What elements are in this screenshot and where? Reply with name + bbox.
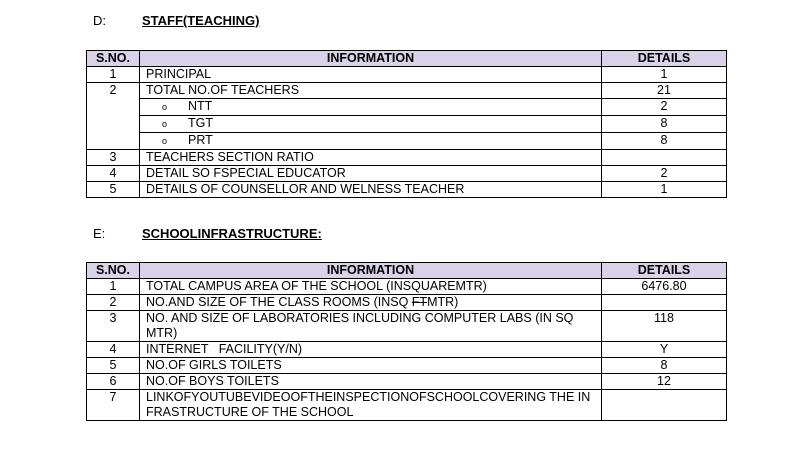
table-row [87,390,727,421]
cell-information: NO. AND SIZE OF LABORATORIES INCLUDING COMPUTER LABS (IN SQ MTR) [140,311,602,342]
cell-details: 1 [602,67,727,83]
cell-details: 8 [602,358,727,374]
table-header-row [87,51,727,67]
cell-sno: 6 [87,374,140,390]
table-row [87,279,727,295]
cell-details: 12 [602,374,727,390]
cell-information: INTERNET FACILITY(Y/N) [140,342,602,358]
column-header-details: DETAILS [602,51,727,67]
cell-details: 2 [602,99,727,116]
section-d-title: STAFF(TEACHING) [142,13,260,28]
table-header-row [87,263,727,279]
table-row [87,295,727,311]
table-row [87,311,727,342]
cell-details [602,150,727,166]
bullet-icon: o [162,136,168,146]
cell-details: 2 [602,166,727,182]
cell-sno: 5 [87,358,140,374]
cell-information: DETAIL SO FSPECIAL EDUCATOR [140,166,602,182]
cell-sno: 5 [87,182,140,198]
staff-teaching-table [86,50,727,198]
table-row [87,67,727,83]
cell-information-subitem [140,133,602,150]
bullet-icon: o [162,119,168,129]
table-row [87,133,727,150]
section-e-letter: E: [93,226,106,241]
struck-text: FT [411,295,428,309]
subitem-label: TGT [188,116,213,130]
column-header-sno: S.NO. [87,51,140,67]
table-row [87,166,727,182]
cell-information: PRINCIPAL [140,67,602,83]
section-d-letter: D: [93,13,106,28]
school-infrastructure-table [86,262,727,421]
cell-information: LINKOFYOUTUBEVIDEOOFTHEINSPECTIONOFSCHOOLCOVERING THE INFRASTRUCTURE OF THE SCHOOL [140,390,602,421]
subitem-label: PRT [188,133,213,147]
cell-details [602,295,727,311]
table-row [87,182,727,198]
cell-sno: 1 [87,279,140,295]
cell-information-subitem [140,116,602,133]
cell-information: TOTAL CAMPUS AREA OF THE SCHOOL (INSQUAREMTR) [140,279,602,295]
cell-sno: 1 [87,67,140,83]
table-row [87,99,727,116]
info-text: MTR) [427,295,459,309]
cell-sno: 3 [87,311,140,342]
table-row [87,150,727,166]
cell-details: 8 [602,133,727,150]
cell-information: DETAILS OF COUNSELLOR AND WELNESS TEACHER [140,182,602,198]
section-d-heading [93,13,259,28]
cell-details: 1 [602,182,727,198]
cell-sno: 4 [87,166,140,182]
cell-information [140,295,602,311]
cell-sno: 3 [87,150,140,166]
section-e-heading [93,226,322,241]
cell-sno: 4 [87,342,140,358]
cell-details: 118 [602,311,727,342]
column-header-information: INFORMATION [140,51,602,67]
column-header-information: INFORMATION [140,263,602,279]
cell-information: TOTAL NO.OF TEACHERS [140,83,602,99]
cell-details: 8 [602,116,727,133]
cell-information: NO.OF GIRLS TOILETS [140,358,602,374]
bullet-icon: o [162,102,168,112]
table-row [87,116,727,133]
cell-information-subitem [140,99,602,116]
subitem-label: NTT [188,99,213,113]
section-e-title: SCHOOLINFRASTRUCTURE: [142,226,322,241]
cell-details: Y [602,342,727,358]
cell-information: NO.OF BOYS TOILETS [140,374,602,390]
cell-details: 21 [602,83,727,99]
column-header-details: DETAILS [602,263,727,279]
info-text: NO.AND SIZE OF THE CLASS ROOMS (INSQ [146,295,412,309]
table-row [87,342,727,358]
cell-details: 6476.80 [602,279,727,295]
cell-sno: 2 [87,295,140,311]
table-row [87,358,727,374]
table-row [87,374,727,390]
cell-sno: 7 [87,390,140,421]
table-row [87,83,727,99]
column-header-sno: S.NO. [87,263,140,279]
cell-details [602,390,727,421]
cell-sno: 2 [87,83,140,150]
cell-information: TEACHERS SECTION RATIO [140,150,602,166]
